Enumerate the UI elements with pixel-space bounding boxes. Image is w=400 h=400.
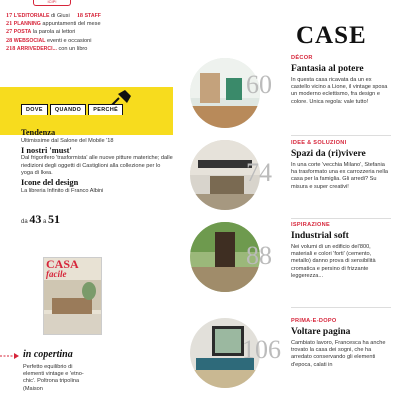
index-page: 28 [6,36,13,44]
article-category: IDEE & SOLUZIONI [291,140,347,146]
index-page: 27 [6,28,13,36]
tab-dove[interactable]: DOVE [21,104,48,115]
index-label: POSTA [13,29,32,36]
index-label: ARRIVEDERCI... [16,45,57,52]
section-title: CASE [296,22,367,49]
tab-perche[interactable]: PERCHÉ [88,104,123,115]
icone-text: La libreria Infinito di Franco Albini [21,187,104,194]
article-summary: In una corte 'vecchia Milano', Stefania ha trasformato una ex carrozzeria nella casa per la famiglia. Gli arredi? Su misura e super creativi! [291,162,389,190]
index-page: 218 [6,44,16,52]
index-text: appuntamenti del mese [42,21,101,28]
article-page-number: 60 [246,70,272,99]
article-category: ISPIRAZIONE [291,222,331,228]
left-column [21,128,173,196]
index-item[interactable] [6,20,176,28]
tab-bar [21,104,125,115]
must-text: Dal frigorifero 'trasformista' alle nuove pitture materiche; dalle riedizioni degli oggetti di Castiglioni alla collezione per lo yoga di Ikea. [21,155,173,176]
index-text: eventi e occasioni [47,37,92,44]
article-summary: Nei volumi di un edificio del'800, materiali e colori 'forti' (cemento, metallo) danno prova di sensibilità cromatica e persino di frizzante leggerezza... [291,244,376,279]
page-range [21,212,60,227]
must-heading: I nostri 'must' [21,145,72,155]
index-label: WEBSOCIAL [13,37,46,44]
tab-quando[interactable]: QUANDO [50,104,86,115]
article-summary: Cambiato lavoro, Francesca ha anche trovato la casa dei sogni, che ha arredato conservando gli elementi d'epoca, calati in [291,340,386,368]
article-category: PRIMA-E-DOPO [291,318,337,324]
article-title[interactable]: Spazi da (ri)vivere [291,149,366,159]
cover-title [46,259,79,279]
article-category: DÉCOR [291,55,313,61]
page-from: 43 [29,212,42,226]
page-range-prefix: da [21,219,28,225]
article-title[interactable]: Industrial soft [291,231,349,241]
article-title[interactable]: Fantasia al potere [291,64,364,74]
index-text: con un libro [58,45,88,52]
index-label: PLANNING [13,21,41,28]
index-label: STAFF [84,13,101,19]
index-item[interactable] [6,45,176,53]
copertina-text: Perfetto equilibrio di elementi vintage e 'etno-chic'. Poltrona tripolina (Maison [23,364,84,392]
index-item[interactable] [6,12,176,20]
index-page: 21 [6,20,13,28]
icone-heading: Icone del design [21,178,79,188]
header-badge: ICIP! [33,0,71,6]
article-page-number: 106 [242,335,281,364]
divider [291,218,391,219]
magazine-cover-image [43,257,102,335]
index-text: di Giusi [51,13,70,19]
page-to: 51 [48,212,61,226]
index-page: 17 [6,12,13,19]
tendenza-heading: Tendenza [21,128,56,137]
copertina-title: in copertina [23,349,73,360]
cover-title-line2: facile [46,269,67,279]
article-title[interactable]: Voltare pagina [291,327,351,337]
index-item[interactable] [6,37,176,45]
index-page: 18 [76,12,84,19]
article-page-number: 74 [246,158,272,187]
article-summary: In questa casa ricavata da un ex castello vicino a Lione, il vintage sposa un moderno eclettismo, fra design e colore. Unica regola: vale tutto! [291,77,388,105]
article-page-number: 88 [246,241,272,270]
arrow-right-icon [0,352,20,360]
index-label: L'EDITORIALE [13,13,50,19]
index-text: la parola ai lettori [32,29,76,36]
index-item[interactable] [6,28,176,36]
page-range-mid: a [43,219,47,225]
cover-title-line1: CASA [46,257,79,271]
index-list [6,12,176,53]
tendenza-text: Ultimissime dal Salone del Mobile '18 [21,137,114,144]
divider [291,135,391,136]
divider [291,307,391,308]
